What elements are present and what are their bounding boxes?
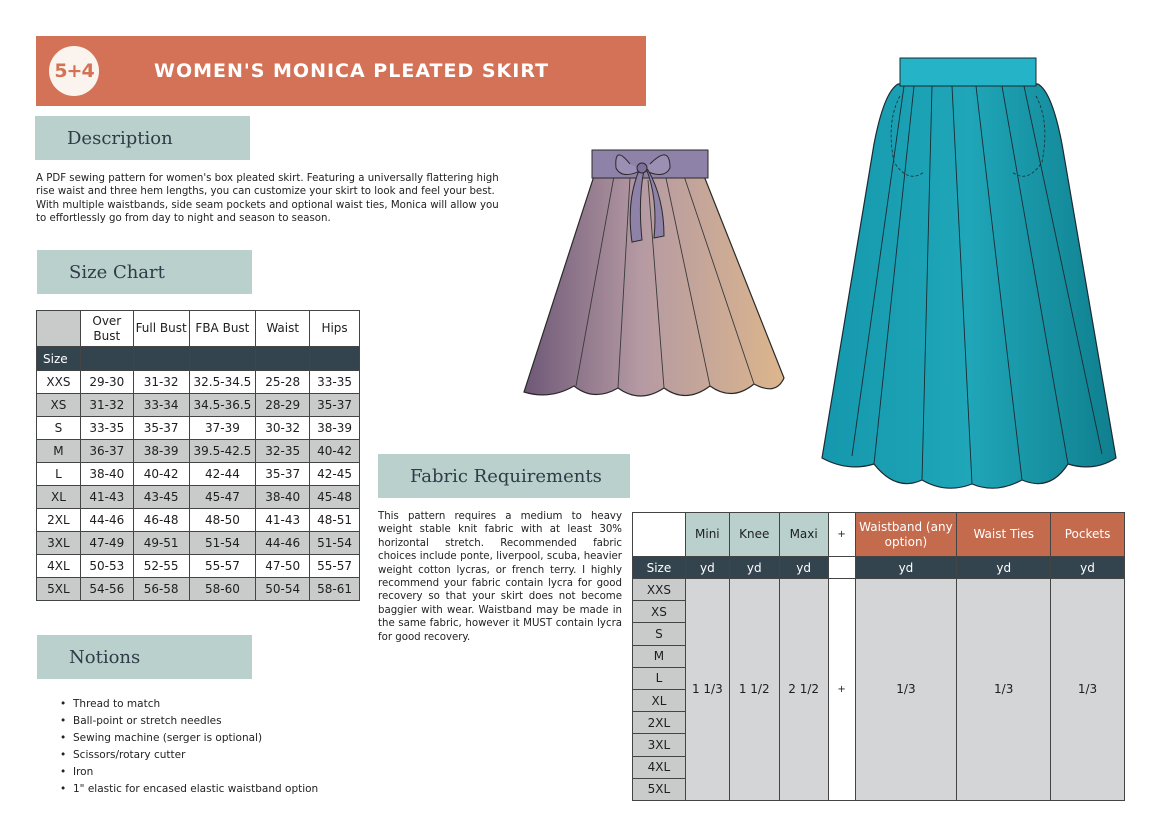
list-item <box>60 781 318 798</box>
measurement-cell: 38-40 <box>256 486 310 509</box>
page-title: WOMEN'S MONICA PLEATED SKIRT <box>154 60 550 82</box>
size-cell: 4XL <box>633 756 686 778</box>
measurement-cell: 52-55 <box>133 555 189 578</box>
size-cell: 5XL <box>633 778 686 800</box>
list-item <box>60 696 318 713</box>
size-cell: XS <box>37 394 81 417</box>
notion-text: Iron <box>73 766 94 778</box>
measurement-cell: 55-57 <box>310 555 360 578</box>
measurement-cell: 39.5-42.5 <box>189 440 256 463</box>
measurement-cell: 44-46 <box>256 532 310 555</box>
measurement-cell: 35-37 <box>310 394 360 417</box>
measurement-cell: 31-32 <box>133 371 189 394</box>
notions-list <box>60 696 318 798</box>
size-cell: 5XL <box>37 578 81 601</box>
measurement-cell: 49-51 <box>133 532 189 555</box>
size-cell: XS <box>633 601 686 623</box>
measurement-cell: 35-37 <box>256 463 310 486</box>
unit-cell: yd <box>957 557 1051 579</box>
table-row <box>37 463 360 486</box>
column-header: Mini <box>685 513 729 557</box>
size-cell: 2XL <box>37 509 81 532</box>
size-cell: XL <box>633 689 686 711</box>
size-cell: M <box>37 440 81 463</box>
measurement-cell: 33-34 <box>133 394 189 417</box>
maxi-skirt-illustration <box>812 52 1124 494</box>
fabric-size-label: Size <box>633 557 686 579</box>
bullet-icon: • <box>60 766 67 778</box>
measurement-cell: 29-30 <box>80 371 133 394</box>
table-row <box>37 555 360 578</box>
size-label: Size <box>37 347 81 371</box>
measurement-cell: 51-54 <box>310 532 360 555</box>
size-cell: XXS <box>633 579 686 601</box>
measurement-cell: 43-45 <box>133 486 189 509</box>
fabric-heading: Fabric Requirements <box>410 465 602 487</box>
measurement-cell: 50-54 <box>256 578 310 601</box>
unit-cell: yd <box>779 557 828 579</box>
measurement-cell: 33-35 <box>80 417 133 440</box>
yardage-cell: 1 1/3 <box>685 579 729 801</box>
column-header: FBA Bust <box>189 311 256 347</box>
measurement-cell: 33-35 <box>310 371 360 394</box>
measurement-cell: 58-60 <box>189 578 256 601</box>
measurement-cell: 42-45 <box>310 463 360 486</box>
yardage-cell: 1/3 <box>957 579 1051 801</box>
measurement-cell: 40-42 <box>133 463 189 486</box>
measurement-cell: 45-47 <box>189 486 256 509</box>
table-row <box>633 579 1125 601</box>
size-cell: 4XL <box>37 555 81 578</box>
size-cell: 2XL <box>633 712 686 734</box>
table-row <box>37 440 360 463</box>
measurement-cell: 56-58 <box>133 578 189 601</box>
measurement-cell: 40-42 <box>310 440 360 463</box>
bullet-icon: • <box>60 732 67 744</box>
measurement-cell: 25-28 <box>256 371 310 394</box>
short-skirt-illustration <box>518 146 788 406</box>
measurement-cell: 47-50 <box>256 555 310 578</box>
measurement-cell: 28-29 <box>256 394 310 417</box>
measurement-cell: 38-39 <box>133 440 189 463</box>
table-row <box>37 532 360 555</box>
logo-text: 5+4 <box>54 60 94 82</box>
measurement-cell: 47-49 <box>80 532 133 555</box>
table-row <box>37 509 360 532</box>
column-header: Waistband (any option) <box>855 513 957 557</box>
column-header: Over Bust <box>80 311 133 347</box>
measurement-cell: 38-39 <box>310 417 360 440</box>
size-chart-heading: Size Chart <box>69 261 165 283</box>
size-cell: M <box>633 645 686 667</box>
bullet-icon: • <box>60 783 67 795</box>
measurement-cell: 45-48 <box>310 486 360 509</box>
unit-cell: yd <box>729 557 779 579</box>
measurement-cell: 37-39 <box>189 417 256 440</box>
yardage-cell: 1 1/2 <box>729 579 779 801</box>
notion-text: Scissors/rotary cutter <box>73 749 186 761</box>
measurement-cell: 46-48 <box>133 509 189 532</box>
unit-cell: yd <box>685 557 729 579</box>
column-header: + <box>828 513 855 557</box>
measurement-cell: 35-37 <box>133 417 189 440</box>
measurement-cell: 42-44 <box>189 463 256 486</box>
size-chart-table <box>36 310 360 601</box>
fabric-table <box>632 512 1125 801</box>
column-header: Maxi <box>779 513 828 557</box>
measurement-cell: 31-32 <box>80 394 133 417</box>
list-item <box>60 764 318 781</box>
notions-heading: Notions <box>69 646 141 668</box>
fabric-header-row <box>633 513 1125 557</box>
yardage-cell: 1/3 <box>855 579 957 801</box>
list-item <box>60 730 318 747</box>
bullet-icon: • <box>60 749 67 761</box>
unit-cell: yd <box>855 557 957 579</box>
fabric-text: This pattern requires a medium to heavy weight stable knit fabric with at least 30% horizontal stretch. Recommended fabric choices include ponte, liverpool, scuba, heavier weight cotton lycras, or french terry. I highly recommend your fabric contain lycra for good recovery so that your skirt does not become baggier with wear. Waistband may be made in the same fabric, however it MUST contain lycra for good recovery. <box>378 511 622 643</box>
size-cell: S <box>37 417 81 440</box>
column-header: Knee <box>729 513 779 557</box>
measurement-cell: 41-43 <box>80 486 133 509</box>
measurement-cell: 32-35 <box>256 440 310 463</box>
column-header: Waist <box>256 311 310 347</box>
size-cell: XL <box>37 486 81 509</box>
size-chart-header-row <box>37 311 360 347</box>
notion-text: Ball-point or stretch needles <box>73 715 222 727</box>
fabric-unit-row <box>633 557 1125 579</box>
fabric-corner <box>633 513 686 557</box>
yardage-cell: + <box>828 579 855 801</box>
notion-text: 1" elastic for encased elastic waistband option <box>73 783 319 795</box>
bullet-icon: • <box>60 698 67 710</box>
measurement-cell: 58-61 <box>310 578 360 601</box>
notion-text: Sewing machine (serger is optional) <box>73 732 263 744</box>
yardage-cell: 1/3 <box>1051 579 1125 801</box>
title-banner <box>36 36 646 106</box>
measurement-cell: 38-40 <box>80 463 133 486</box>
bullet-icon: • <box>60 715 67 727</box>
table-row <box>37 486 360 509</box>
description-text: A PDF sewing pattern for women's box pleated skirt. Featuring a universally flattering high rise waist and three hem lengths, you can customize your skirt to look and feel your best. With multiple waistbands, side seam pockets and optional waist ties, Monica will allow you to effortlessly go from day to night and season to season. <box>36 173 499 225</box>
table-row <box>37 578 360 601</box>
table-row <box>37 371 360 394</box>
size-chart-corner <box>37 311 81 347</box>
measurement-cell: 44-46 <box>80 509 133 532</box>
measurement-cell: 34.5-36.5 <box>189 394 256 417</box>
size-chart-heading-box <box>37 250 252 294</box>
measurement-cell: 50-53 <box>80 555 133 578</box>
size-cell: S <box>633 623 686 645</box>
notions-heading-box <box>37 635 252 679</box>
measurement-cell: 30-32 <box>256 417 310 440</box>
size-cell: 3XL <box>37 532 81 555</box>
list-item <box>60 747 318 764</box>
column-header: Hips <box>310 311 360 347</box>
size-cell: 3XL <box>633 734 686 756</box>
unit-cell: yd <box>1051 557 1125 579</box>
measurement-cell: 54-56 <box>80 578 133 601</box>
measurement-cell: 36-37 <box>80 440 133 463</box>
brand-logo <box>49 46 99 96</box>
notion-text: Thread to match <box>73 698 161 710</box>
table-row <box>37 394 360 417</box>
measurement-cell: 32.5-34.5 <box>189 371 256 394</box>
list-item <box>60 713 318 730</box>
measurement-cell: 41-43 <box>256 509 310 532</box>
column-header: Full Bust <box>133 311 189 347</box>
yardage-cell: 2 1/2 <box>779 579 828 801</box>
description-heading: Description <box>67 127 173 149</box>
measurement-cell: 55-57 <box>189 555 256 578</box>
description-heading-box <box>35 116 250 160</box>
column-header: Waist Ties <box>957 513 1051 557</box>
size-cell: L <box>37 463 81 486</box>
size-cell: XXS <box>37 371 81 394</box>
unit-cell <box>828 557 855 579</box>
fabric-heading-box <box>378 454 630 498</box>
measurement-cell: 48-51 <box>310 509 360 532</box>
column-header: Pockets <box>1051 513 1125 557</box>
size-cell: L <box>633 667 686 689</box>
measurement-cell: 48-50 <box>189 509 256 532</box>
measurement-cell: 51-54 <box>189 532 256 555</box>
size-label-row <box>37 347 360 371</box>
table-row <box>37 417 360 440</box>
